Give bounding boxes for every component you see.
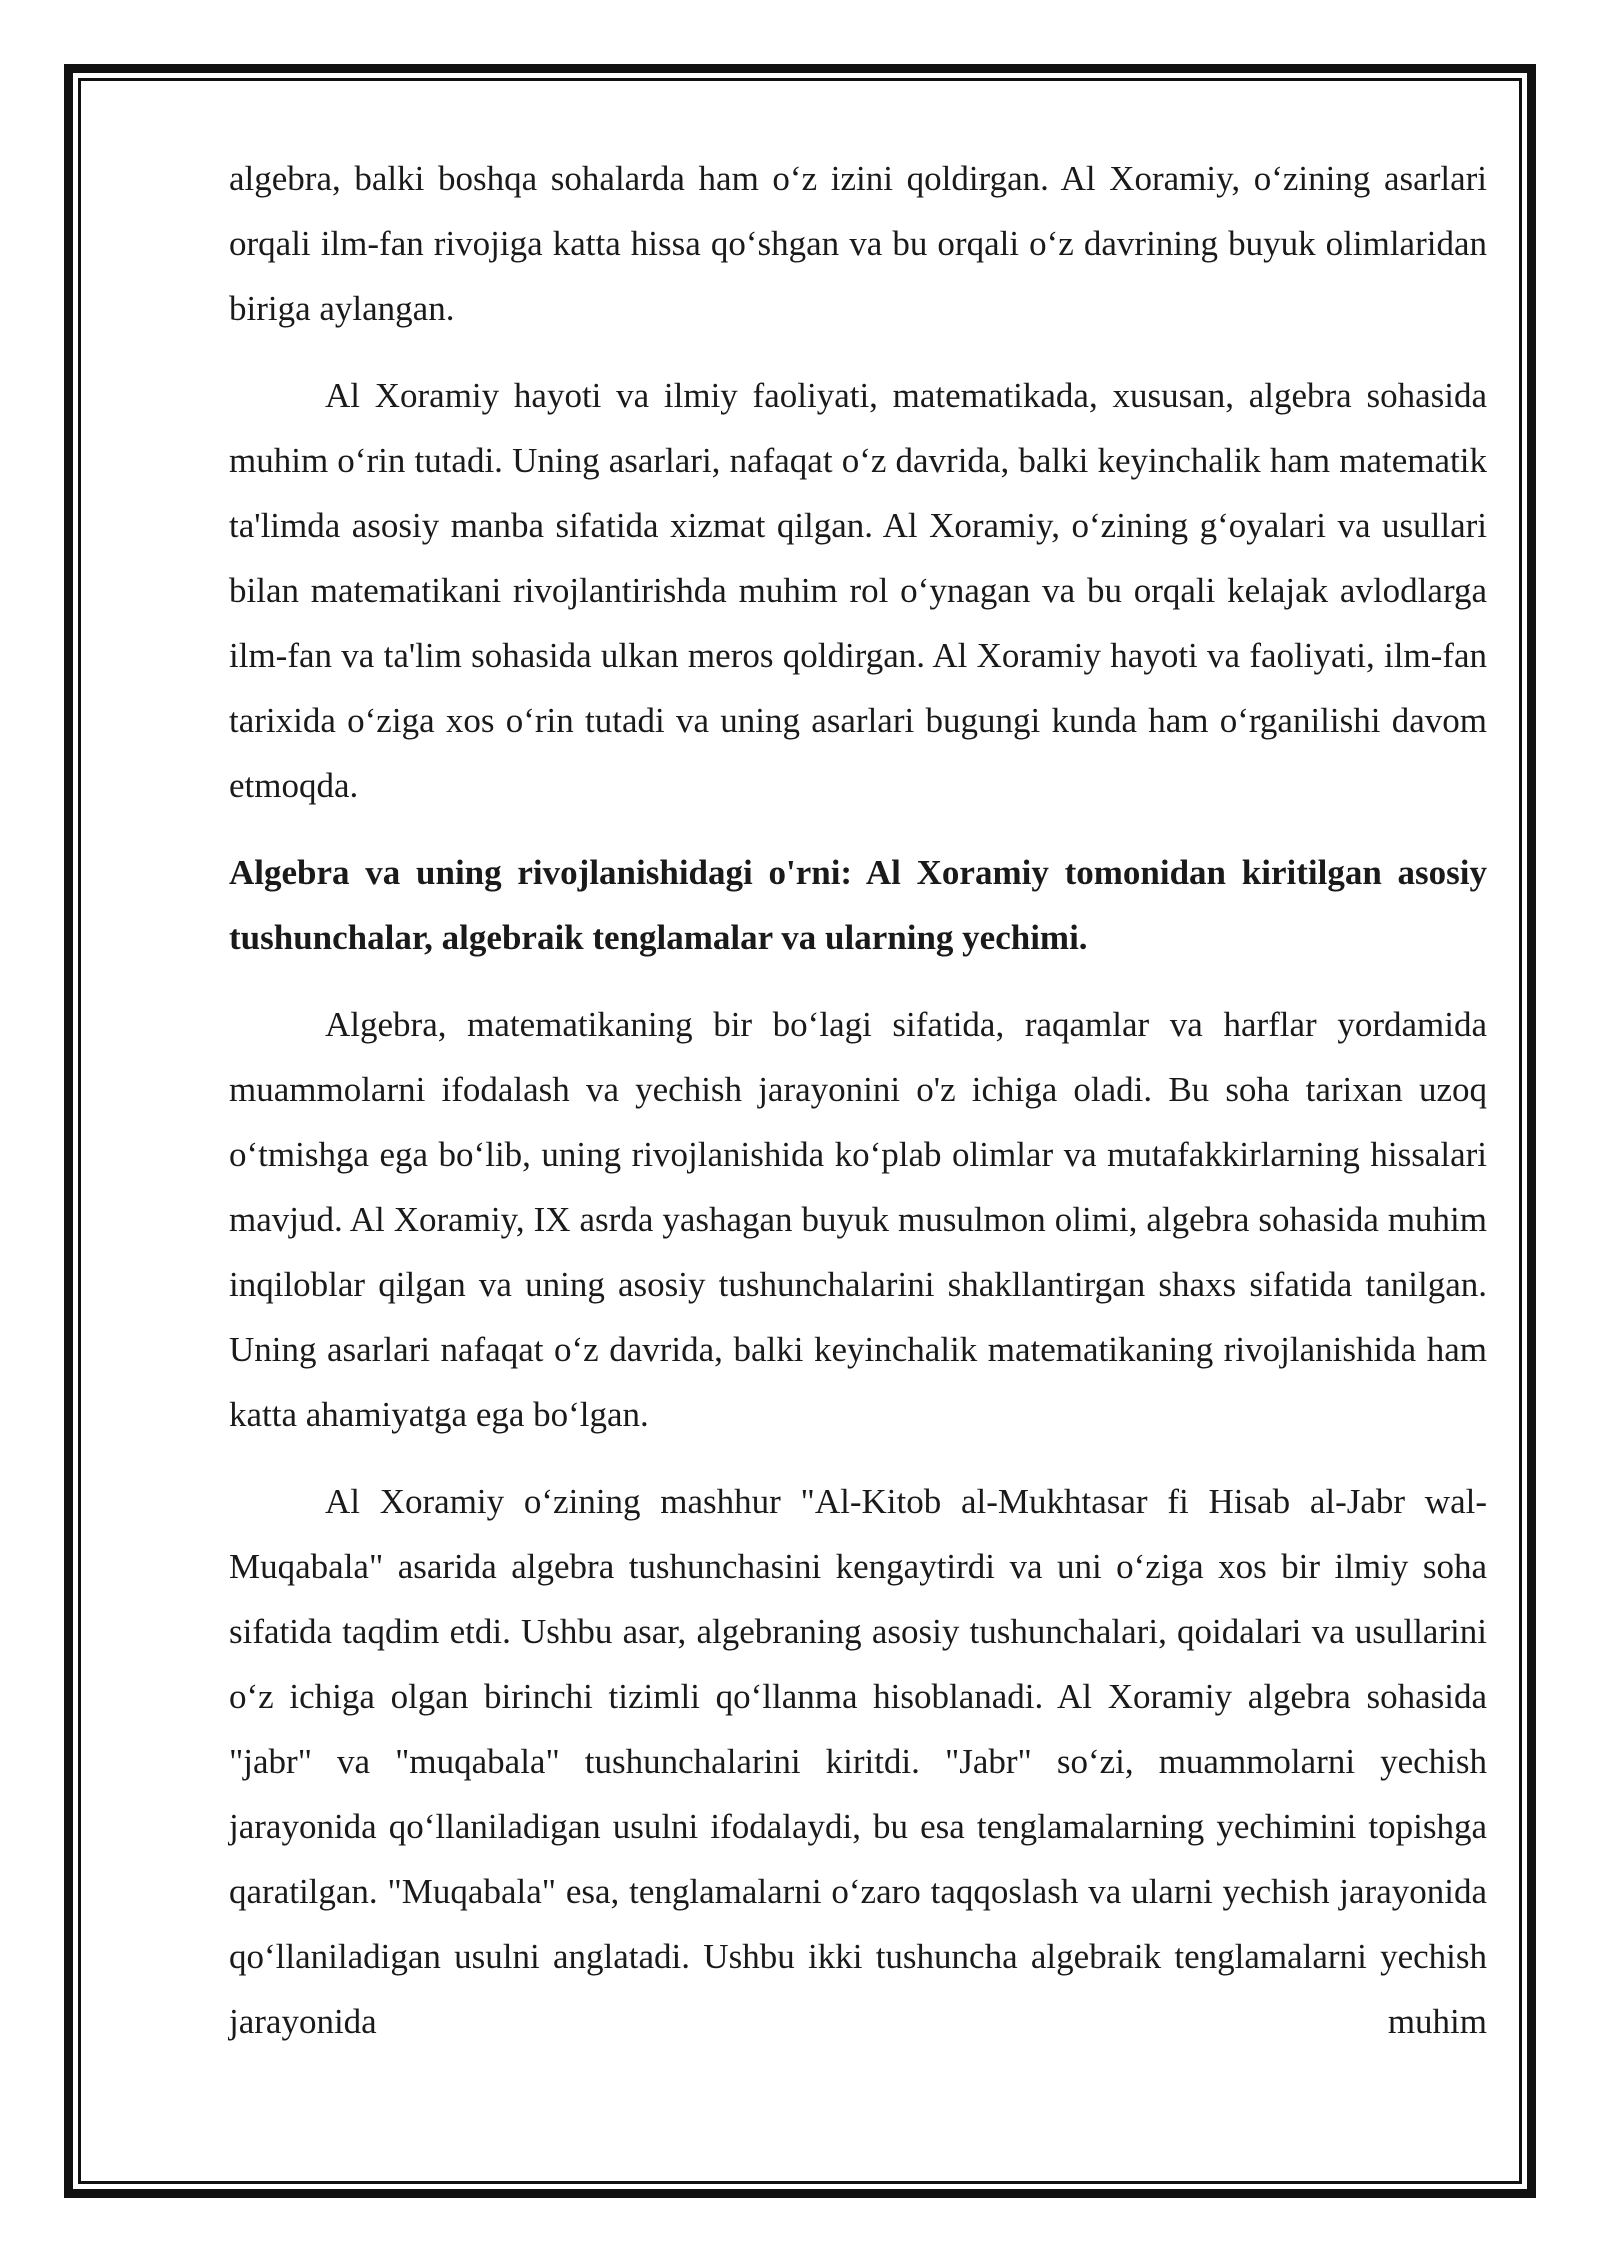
document-body [229, 146, 1487, 2054]
paragraph-continuation: algebra, balki boshqa sohalarda ham o‘z izini qoldirgan. Al Xoramiy, o‘zining asarlari orqali ilm-fan rivojiga katta hissa qo‘shgan va bu orqali o‘z davrining buyuk olimlaridan biriga aylangan. [229, 159, 1487, 328]
paragraph-biography: Al Xoramiy hayoti va ilmiy faoliyati, matematikada, xususan, algebra sohasida muhim o‘rin tutadi. Uning asarlari, nafaqat o‘z davrida, balki keyinchalik ham matematik ta'limda asosiy manba sifatida xizmat qilgan. Al Xoramiy, o‘zining g‘oyalari va usullari bilan matematikani rivojlantirishda muhim rol o‘ynagan va bu orqali kelajak avlodlarga ilm-fan va ta'lim sohasida ulkan meros qoldirgan. Al Xoramiy hayoti va faoliyati, ilm-fan tarixida o‘ziga xos o‘rin tutadi va uning asarlari bugungi kunda ham o‘rganilishi davom etmoqda. [229, 376, 1487, 805]
paragraph-kitob-description: Al Xoramiy o‘zining mashhur "Al-Kitob al-Mukhtasar fi Hisab al-Jabr wal-Muqabala" asarida algebra tushunchasini kengaytirdi va uni o‘ziga xos bir ilmiy soha sifatida taqdim etdi. Ushbu asar, algebraning asosiy tushunchalari, qoidalari va usullarini o‘z ichiga olgan birinchi tizimli qo‘llanma hisoblanadi. Al Xoramiy algebra sohasida "jabr" va "muqabala" tushunchalarini kiritdi. "Jabr" so‘zi, muammolarni yechish jarayonida qo‘llaniladigan usulni ifodalaydi, bu esa tenglamalarning yechimini topishga qaratilgan. "Muqabala" esa, tenglamalarni o‘zaro taqqoslash va ularni yechish jarayonida qo‘llaniladigan usulni anglatadi. Ushbu ikki tushuncha algebraik tenglamalarni yechish jarayonida muhim [229, 1482, 1487, 2041]
paragraph-algebra-intro: Algebra, matematikaning bir bo‘lagi sifatida, raqamlar va harflar yordamida muammolarni ifodalash va yechish jarayonini o'z ichiga oladi. Bu soha tarixan uzoq o‘tmishga ega bo‘lib, uning rivojlanishida ko‘plab olimlar va mutafakkirlarning hissalari mavjud. Al Xoramiy, IX asrda yashagan buyuk musulmon olimi, algebra sohasida muhim inqiloblar qilgan va uning asosiy tushunchalarini shakllantirgan shaxs sifatida tanilgan. Uning asarlari nafaqat o‘z davrida, balki keyinchalik matematikaning rivojlanishida ham katta ahamiyatga ega bo‘lgan. [229, 1005, 1487, 1434]
section-heading: Algebra va uning rivojlanishidagi o'rni: Al Xoramiy tomonidan kiritilgan asosiy tushunchalar, algebraik tenglamalar va ularning yechimi. [229, 853, 1487, 957]
